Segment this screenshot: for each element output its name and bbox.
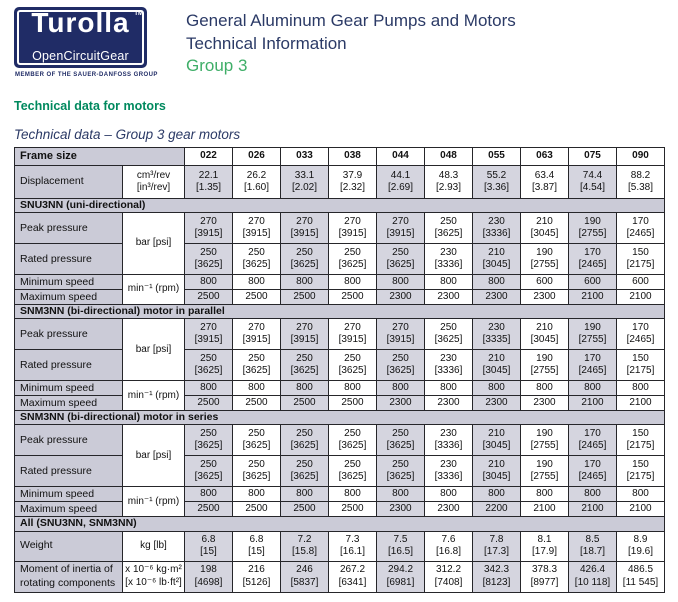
logo-box <box>14 7 147 68</box>
peak-pressure-cell: 230 [3335] <box>473 319 521 350</box>
maximum-speed-cell: 2500 <box>329 502 377 517</box>
rated-pressure-cell: 230 [3336] <box>425 456 473 487</box>
peak-pressure-cell: 150 [2175] <box>617 425 665 456</box>
displacement-cell: 74.4 [4.54] <box>569 166 617 199</box>
minimum-speed-cell: 800 <box>569 487 617 502</box>
maximum-speed-cell: 2200 <box>473 502 521 517</box>
minimum-speed-cell: 800 <box>425 275 473 290</box>
page-title-line1: General Aluminum Gear Pumps and Motors <box>186 11 516 30</box>
weight-cell: 6.8 [15] <box>233 531 281 561</box>
row-label-inertia: Moment of inertia of rotating components <box>15 561 123 592</box>
rated-pressure-cell: 170 [2465] <box>569 456 617 487</box>
maximum-speed-cell: 2500 <box>185 396 233 411</box>
rated-pressure-cell: 190 [2755] <box>521 244 569 275</box>
rated-pressure-cell: 250 [3625] <box>233 350 281 381</box>
peak-pressure-cell: 270 [3915] <box>185 213 233 244</box>
row-label-minimum-speed: Minimum speed <box>15 487 123 502</box>
row-label-rated-pressure: Rated pressure <box>15 456 123 487</box>
peak-pressure-cell: 270 [3915] <box>281 319 329 350</box>
inertia-cell: 216 [5126] <box>233 561 281 592</box>
unit-cell-speed: min⁻¹ (rpm) <box>123 381 185 411</box>
rated-pressure-cell: 250 [3625] <box>377 456 425 487</box>
maximum-speed-cell: 2500 <box>281 396 329 411</box>
minimum-speed-cell: 800 <box>569 381 617 396</box>
rated-pressure-cell: 250 [3625] <box>329 456 377 487</box>
peak-pressure-cell: 230 [3336] <box>473 213 521 244</box>
row-label-minimum-speed: Minimum speed <box>15 275 123 290</box>
minimum-speed-cell: 600 <box>521 275 569 290</box>
peak-pressure-cell: 270 [3915] <box>281 213 329 244</box>
page-title-group: Group 3 <box>186 56 248 76</box>
rated-pressure-cell: 250 [3625] <box>281 350 329 381</box>
unit-cell-pressure: bar [psi] <box>123 213 185 275</box>
peak-pressure-cell: 270 [3915] <box>377 213 425 244</box>
inertia-cell: 426.4 [10 118] <box>569 561 617 592</box>
minimum-speed-cell: 800 <box>521 381 569 396</box>
minimum-speed-cell: 800 <box>377 275 425 290</box>
displacement-cell: 63.4 [3.87] <box>521 166 569 199</box>
frame-size-column-header: 063 <box>521 148 569 166</box>
peak-pressure-cell: 250 [3625] <box>377 425 425 456</box>
rated-pressure-cell: 230 [3336] <box>425 350 473 381</box>
maximum-speed-cell: 2100 <box>617 396 665 411</box>
maximum-speed-cell: 2100 <box>569 396 617 411</box>
minimum-speed-cell: 800 <box>473 275 521 290</box>
row-label-weight: Weight <box>15 531 123 561</box>
rated-pressure-cell: 150 [2175] <box>617 456 665 487</box>
weight-cell: 7.5 [16.5] <box>377 531 425 561</box>
maximum-speed-cell: 2100 <box>569 502 617 517</box>
weight-cell: 8.1 [17.9] <box>521 531 569 561</box>
member-line: MEMBER OF THE SAUER-DANFOSS GROUP <box>15 72 158 78</box>
maximum-speed-cell: 2300 <box>521 290 569 305</box>
peak-pressure-cell: 250 [3625] <box>281 425 329 456</box>
maximum-speed-cell: 2300 <box>473 396 521 411</box>
rated-pressure-cell: 170 [2465] <box>569 350 617 381</box>
row-label-maximum-speed: Maximum speed <box>15 502 123 517</box>
maximum-speed-cell: 2300 <box>377 290 425 305</box>
minimum-speed-cell: 800 <box>281 381 329 396</box>
peak-pressure-cell: 250 [3625] <box>185 425 233 456</box>
inertia-cell: 342.3 [8123] <box>473 561 521 592</box>
section-band-all: All (SNU3NN, SNM3NN) <box>15 517 665 531</box>
unit-cell-speed: min⁻¹ (rpm) <box>123 487 185 517</box>
page-title-line2: Technical Information <box>186 33 347 53</box>
row-label-maximum-speed: Maximum speed <box>15 290 123 305</box>
minimum-speed-cell: 800 <box>425 487 473 502</box>
rated-pressure-cell: 250 [3625] <box>281 456 329 487</box>
minimum-speed-cell: 800 <box>329 381 377 396</box>
peak-pressure-cell: 190 [2755] <box>569 213 617 244</box>
peak-pressure-cell: 210 [3045] <box>521 319 569 350</box>
logo-subbrand-text: OpenCircuitGear <box>32 49 129 63</box>
minimum-speed-cell: 800 <box>329 487 377 502</box>
peak-pressure-cell: 270 [3915] <box>233 319 281 350</box>
maximum-speed-cell: 2500 <box>329 290 377 305</box>
minimum-speed-cell: 800 <box>233 275 281 290</box>
peak-pressure-cell: 250 [3625] <box>233 425 281 456</box>
minimum-speed-cell: 800 <box>377 487 425 502</box>
rated-pressure-cell: 250 [3625] <box>185 350 233 381</box>
peak-pressure-cell: 250 [3625] <box>329 425 377 456</box>
frame-size-column-header: 090 <box>617 148 665 166</box>
rated-pressure-cell: 250 [3625] <box>329 350 377 381</box>
rated-pressure-cell: 190 [2755] <box>521 350 569 381</box>
minimum-speed-cell: 800 <box>617 381 665 396</box>
peak-pressure-cell: 270 [3915] <box>329 213 377 244</box>
minimum-speed-cell: 800 <box>185 381 233 396</box>
maximum-speed-cell: 2500 <box>185 290 233 305</box>
row-label-peak-pressure: Peak pressure <box>15 319 123 350</box>
logo-brand-text: Turolla <box>31 7 130 38</box>
weight-cell: 7.3 [16.1] <box>329 531 377 561</box>
inertia-cell: 246 [5837] <box>281 561 329 592</box>
peak-pressure-cell: 250 [3625] <box>425 213 473 244</box>
minimum-speed-cell: 800 <box>329 275 377 290</box>
row-label-minimum-speed: Minimum speed <box>15 381 123 396</box>
peak-pressure-cell: 210 [3045] <box>521 213 569 244</box>
peak-pressure-cell: 270 [3915] <box>329 319 377 350</box>
section-band: SNU3NN (uni-directional) <box>15 199 665 213</box>
maximum-speed-cell: 2300 <box>377 502 425 517</box>
frame-size-column-header: 022 <box>185 148 233 166</box>
frame-size-column-header: 033 <box>281 148 329 166</box>
maximum-speed-cell: 2300 <box>377 396 425 411</box>
inertia-cell: 378.3 [8977] <box>521 561 569 592</box>
peak-pressure-cell: 210 [3045] <box>473 425 521 456</box>
row-label-peak-pressure: Peak pressure <box>15 425 123 456</box>
row-label-maximum-speed: Maximum speed <box>15 396 123 411</box>
maximum-speed-cell: 2100 <box>617 502 665 517</box>
maximum-speed-cell: 2300 <box>425 396 473 411</box>
minimum-speed-cell: 800 <box>281 487 329 502</box>
weight-cell: 8.9 [19.6] <box>617 531 665 561</box>
weight-cell: 7.2 [15.8] <box>281 531 329 561</box>
displacement-cell: 37.9 [2.32] <box>329 166 377 199</box>
row-label-rated-pressure: Rated pressure <box>15 244 123 275</box>
maximum-speed-cell: 2300 <box>473 290 521 305</box>
rated-pressure-cell: 250 [3625] <box>281 244 329 275</box>
rated-pressure-cell: 210 [3045] <box>473 456 521 487</box>
displacement-cell: 33.1 [2.02] <box>281 166 329 199</box>
peak-pressure-cell: 190 [2755] <box>521 425 569 456</box>
unit-cell-pressure: bar [psi] <box>123 319 185 381</box>
minimum-speed-cell: 800 <box>185 487 233 502</box>
rated-pressure-cell: 250 [3625] <box>377 244 425 275</box>
inertia-cell: 486.5 [11 545] <box>617 561 665 592</box>
inertia-cell: 294.2 [6981] <box>377 561 425 592</box>
rated-pressure-cell: 150 [2175] <box>617 244 665 275</box>
displacement-cell: 88.2 [5.38] <box>617 166 665 199</box>
unit-cell-speed: min⁻¹ (rpm) <box>123 275 185 305</box>
row-label-peak-pressure: Peak pressure <box>15 213 123 244</box>
trademark-symbol: TM <box>134 11 143 17</box>
rated-pressure-cell: 250 [3625] <box>185 456 233 487</box>
rated-pressure-cell: 170 [2465] <box>569 244 617 275</box>
minimum-speed-cell: 600 <box>569 275 617 290</box>
maximum-speed-cell: 2500 <box>233 502 281 517</box>
frame-size-column-header: 075 <box>569 148 617 166</box>
frame-size-label: Frame size <box>15 148 185 166</box>
maximum-speed-cell: 2500 <box>281 502 329 517</box>
displacement-cell: 26.2 [1.60] <box>233 166 281 199</box>
minimum-speed-cell: 800 <box>233 487 281 502</box>
row-label-displacement: Displacement <box>15 166 123 199</box>
frame-size-column-header: 038 <box>329 148 377 166</box>
inertia-cell: 267.2 [6341] <box>329 561 377 592</box>
weight-cell: 7.8 [17.3] <box>473 531 521 561</box>
peak-pressure-cell: 170 [2465] <box>569 425 617 456</box>
row-label-rated-pressure: Rated pressure <box>15 350 123 381</box>
minimum-speed-cell: 800 <box>185 275 233 290</box>
weight-cell: 6.8 [15] <box>185 531 233 561</box>
title-block <box>186 7 516 78</box>
unit-cell-pressure: bar [psi] <box>123 425 185 487</box>
table-caption: Technical data – Group 3 gear motors <box>14 127 241 142</box>
rated-pressure-cell: 250 [3625] <box>377 350 425 381</box>
frame-size-column-header: 044 <box>377 148 425 166</box>
maximum-speed-cell: 2500 <box>233 396 281 411</box>
section-band: SNM3NN (bi-directional) motor in parallel <box>15 305 665 319</box>
frame-size-column-header: 026 <box>233 148 281 166</box>
rated-pressure-cell: 250 [3625] <box>233 244 281 275</box>
unit-cell-weight: kg [lb] <box>123 531 185 561</box>
frame-size-column-header: 048 <box>425 148 473 166</box>
unit-cell-inertia: x 10⁻⁶ kg·m² [x 10⁻⁶ lb·ft²] <box>123 561 185 592</box>
minimum-speed-cell: 800 <box>521 487 569 502</box>
minimum-speed-cell: 800 <box>473 381 521 396</box>
minimum-speed-cell: 800 <box>281 275 329 290</box>
maximum-speed-cell: 2300 <box>425 290 473 305</box>
peak-pressure-cell: 270 [3915] <box>185 319 233 350</box>
peak-pressure-cell: 230 [3336] <box>425 425 473 456</box>
minimum-speed-cell: 600 <box>617 275 665 290</box>
peak-pressure-cell: 250 [3625] <box>425 319 473 350</box>
rated-pressure-cell: 150 [2175] <box>617 350 665 381</box>
inertia-cell: 198 [4698] <box>185 561 233 592</box>
maximum-speed-cell: 2100 <box>521 502 569 517</box>
peak-pressure-cell: 270 [3915] <box>377 319 425 350</box>
table-container <box>14 147 664 593</box>
peak-pressure-cell: 170 [2465] <box>617 319 665 350</box>
masthead <box>14 7 664 78</box>
peak-pressure-cell: 190 [2755] <box>569 319 617 350</box>
maximum-speed-cell: 2500 <box>233 290 281 305</box>
inertia-cell: 312.2 [7408] <box>425 561 473 592</box>
turolla-logo <box>14 7 164 78</box>
displacement-cell: 48.3 [2.93] <box>425 166 473 199</box>
maximum-speed-cell: 2300 <box>521 396 569 411</box>
rated-pressure-cell: 190 [2755] <box>521 456 569 487</box>
minimum-speed-cell: 800 <box>617 487 665 502</box>
section-heading: Technical data for motors <box>14 99 166 113</box>
minimum-speed-cell: 800 <box>377 381 425 396</box>
weight-cell: 8.5 [18.7] <box>569 531 617 561</box>
rated-pressure-cell: 250 [3625] <box>185 244 233 275</box>
rated-pressure-cell: 250 [3625] <box>233 456 281 487</box>
motors-table <box>14 147 665 593</box>
maximum-speed-cell: 2100 <box>569 290 617 305</box>
peak-pressure-cell: 270 [3915] <box>233 213 281 244</box>
rated-pressure-cell: 210 [3045] <box>473 244 521 275</box>
minimum-speed-cell: 800 <box>233 381 281 396</box>
maximum-speed-cell: 2100 <box>617 290 665 305</box>
rated-pressure-cell: 230 [3336] <box>425 244 473 275</box>
displacement-cell: 55.2 [3.36] <box>473 166 521 199</box>
frame-size-column-header: 055 <box>473 148 521 166</box>
peak-pressure-cell: 170 [2465] <box>617 213 665 244</box>
weight-cell: 7.6 [16.8] <box>425 531 473 561</box>
maximum-speed-cell: 2500 <box>185 502 233 517</box>
rated-pressure-cell: 210 [3045] <box>473 350 521 381</box>
displacement-cell: 22.1 [1.35] <box>185 166 233 199</box>
unit-cell: cm³/rev [in³/rev] <box>123 166 185 199</box>
section-band: SNM3NN (bi-directional) motor in series <box>15 411 665 425</box>
maximum-speed-cell: 2500 <box>329 396 377 411</box>
maximum-speed-cell: 2300 <box>425 502 473 517</box>
maximum-speed-cell: 2500 <box>281 290 329 305</box>
minimum-speed-cell: 800 <box>425 381 473 396</box>
minimum-speed-cell: 800 <box>473 487 521 502</box>
displacement-cell: 44.1 [2.69] <box>377 166 425 199</box>
rated-pressure-cell: 250 [3625] <box>329 244 377 275</box>
